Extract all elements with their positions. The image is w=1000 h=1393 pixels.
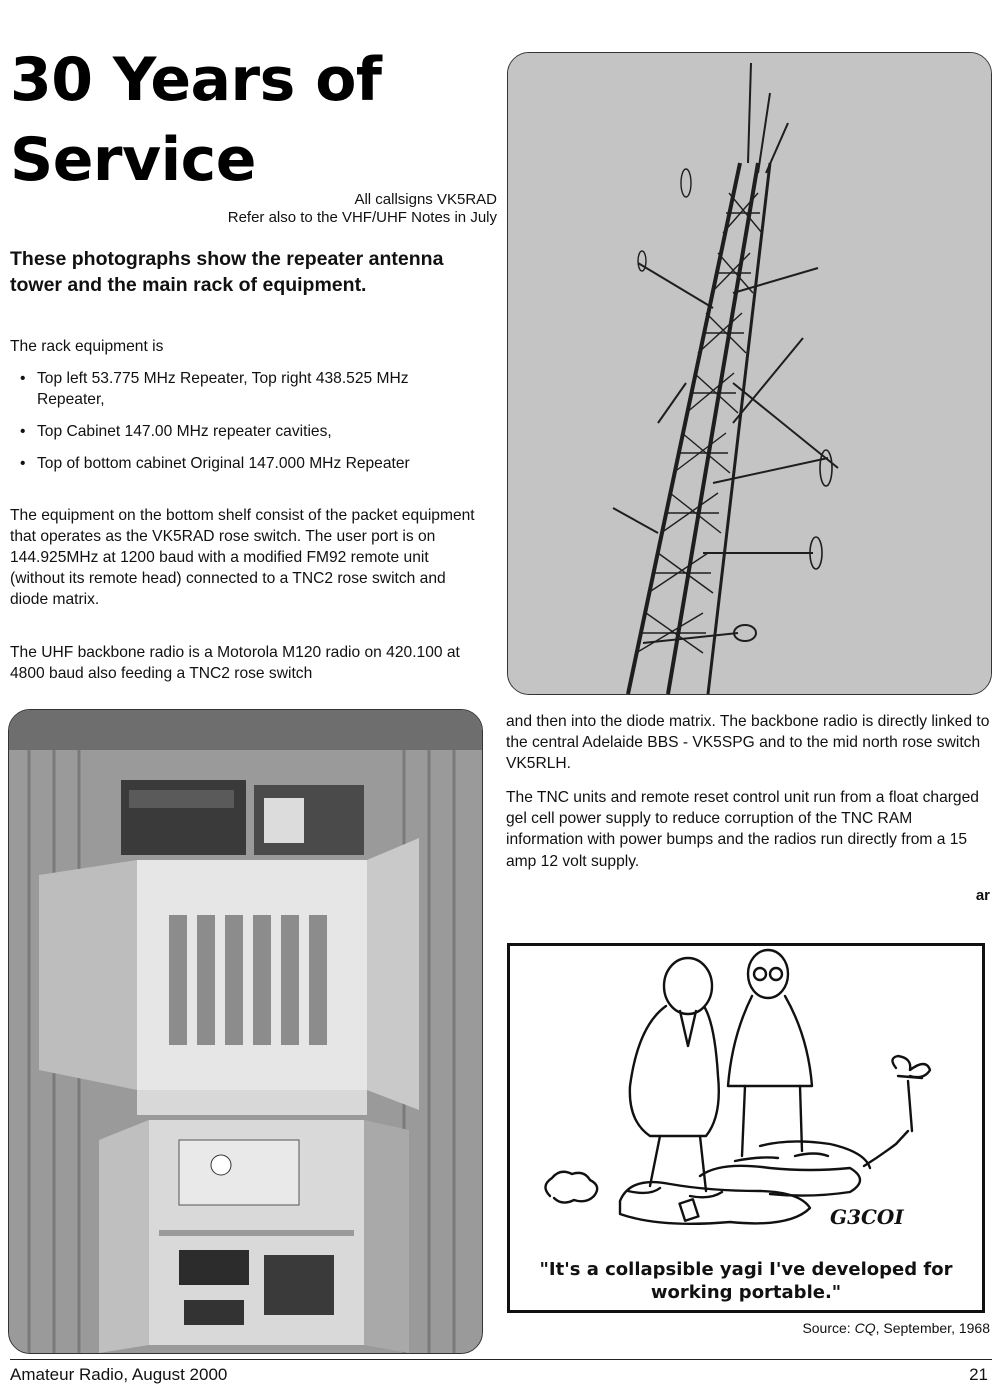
packet-paragraph: The equipment on the bottom shelf consist of the packet equipment that operates as the VK5RAD rose switch. The user port is on 144.925MHz at 1200 baud with a modified FM92 remote unit (without its remote head) connected to a TNC2 rose switch and diode matrix. [10, 507, 475, 609]
cartoonist-signature: G3COI [830, 1205, 904, 1229]
cartoon-caption-line-1: "It's a collapsible yagi I've developed for [539, 1259, 953, 1280]
source-prefix: Source: [802, 1320, 855, 1336]
list-item: • Top Cabinet 147.00 MHz repeater cavities, [10, 421, 480, 442]
intro-paragraph: The rack equipment is [10, 338, 164, 355]
title-line-1: 30 Years of [10, 45, 382, 115]
byline-reference: Refer also to the VHF/UHF Notes in July [227, 209, 497, 226]
list-item: • Top of bottom cabinet Original 147.000 MHz Repeater [10, 453, 480, 474]
lead-paragraph: These photographs show the repeater antenna tower and the main rack of equipment. [10, 248, 444, 296]
uhf-paragraph: The UHF backbone radio is a Motorola M120 radio on 420.100 at 4800 baud also feeding a TNC2 rose switch [10, 644, 460, 683]
source-suffix: , September, 1968 [875, 1320, 990, 1336]
cartoon-caption [510, 1258, 982, 1305]
article-end-mark: ar [975, 887, 990, 904]
cartoon-caption-line-2: working portable." [650, 1282, 842, 1304]
antenna-tower-photo [507, 52, 992, 695]
byline-callsigns: All callsigns VK5RAD [354, 191, 497, 208]
cartoon-source [802, 1320, 990, 1336]
equipment-rack-photo [8, 709, 483, 1354]
rack-equipment-list [10, 368, 480, 485]
title-line-2: Service [10, 125, 256, 196]
page-number: 21 [969, 1365, 988, 1384]
footer-divider [10, 1359, 992, 1360]
cartoon-panel [507, 943, 985, 1313]
byline [228, 191, 497, 227]
footer-publication: Amateur Radio, August 2000 [10, 1365, 228, 1384]
article-title [10, 40, 490, 201]
cartoon-illustration [510, 946, 982, 1256]
continued-paragraph: and then into the diode matrix. The backbone radio is directly linked to the central Adelaide BBS - VK5SPG and to the mid north rose switch VK5RLH. [506, 713, 990, 773]
source-publication: CQ [854, 1320, 876, 1336]
list-item: • Top left 53.775 MHz Repeater, Top right 438.525 MHz Repeater, [10, 368, 480, 410]
tnc-paragraph: The TNC units and remote reset control unit run from a float charged gel cell power supply to reduce corruption of the TNC RAM information with power bumps and the radios run directly from a 15 amp 12 volt supply. [506, 789, 979, 870]
